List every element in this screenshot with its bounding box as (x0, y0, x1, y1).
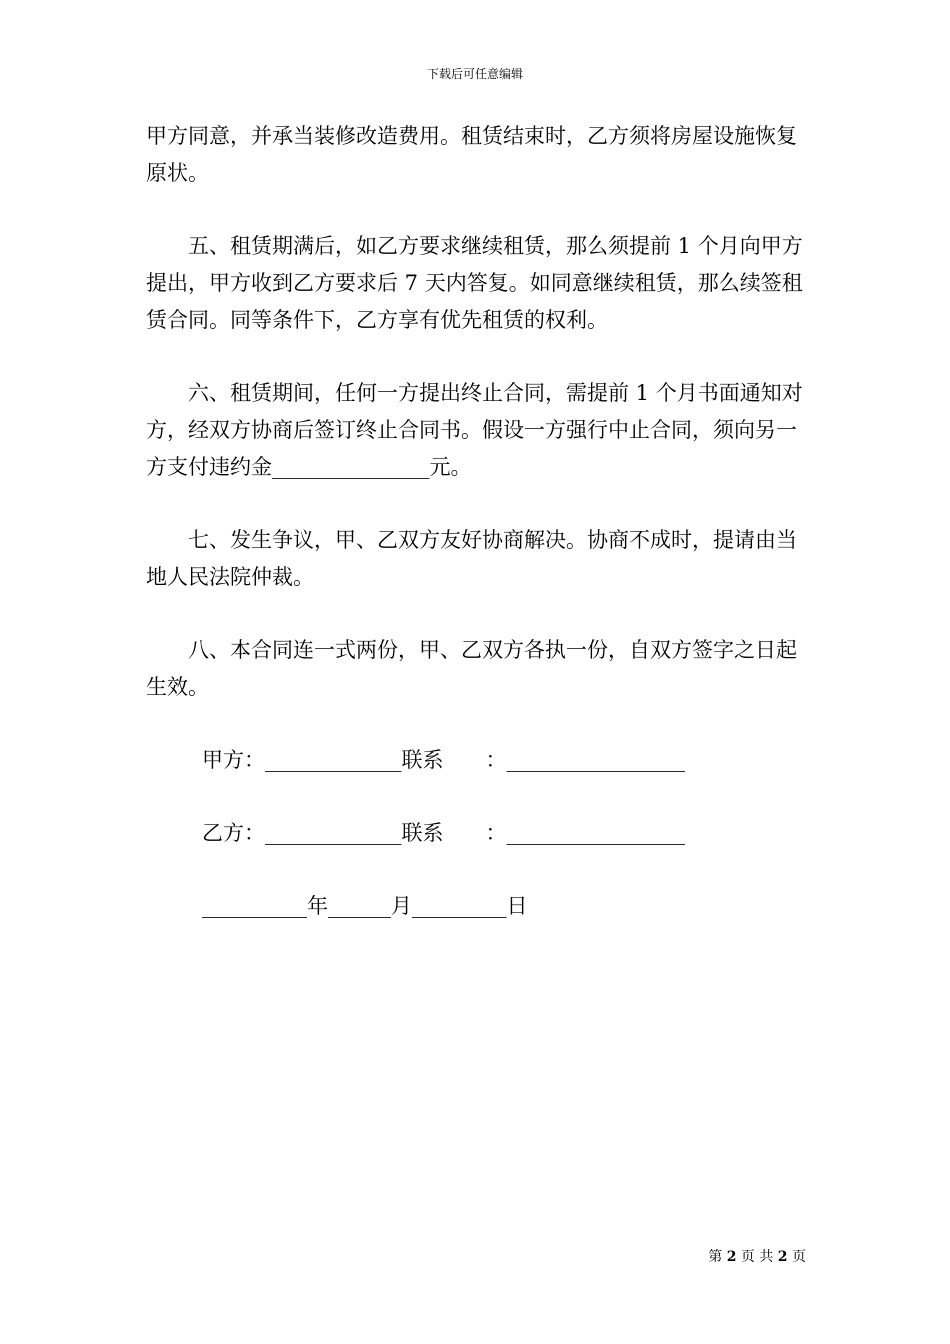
clause-six: 六、租赁期间，任何一方提出终止合同，需提前 1 个月书面通知对方，经双方协商后签订终止合同书。假设一方强行中止合同，须向另一方支付违约金_______________元。 (146, 381, 803, 479)
page-number-prefix: 第 (708, 1249, 723, 1265)
clause-eight: 八、本合同连一式两份，甲、乙双方各执一份，自双方签字之日起生效。 (146, 638, 797, 699)
date-line: __________年______月_________日 (202, 894, 528, 918)
paragraph-continuation: 甲方同意，并承当装修改造费用。租赁结束时，乙方须将房屋设施恢复原状。 (146, 124, 797, 185)
clause-seven: 七、发生争议，甲、乙双方友好协商解决。协商不成时，提请由当地人民法院仲裁。 (146, 528, 797, 589)
document-body (146, 118, 808, 925)
page-number (708, 1248, 806, 1266)
page-header (0, 66, 950, 82)
party-a-signature-line: 甲方：_____________联系 ：_________________ (202, 748, 685, 772)
total-pages: 2 (777, 1249, 788, 1265)
party-b-signature-line: 乙方：_____________联系 ：_________________ (202, 821, 685, 845)
clause-five: 五、租赁期满后，如乙方要求继续租赁，那么须提前 1 个月向甲方提出，甲方收到乙方要求后 7 天内答复。如同意继续租赁，那么续签租赁合同。同等条件下，乙方享有优先租赁的权利。 (146, 234, 803, 332)
page-number-middle: 页 共 (740, 1249, 774, 1265)
current-page: 2 (726, 1249, 737, 1265)
page-number-suffix: 页 (792, 1249, 806, 1265)
header-note: 下载后可任意编辑 (426, 67, 523, 81)
